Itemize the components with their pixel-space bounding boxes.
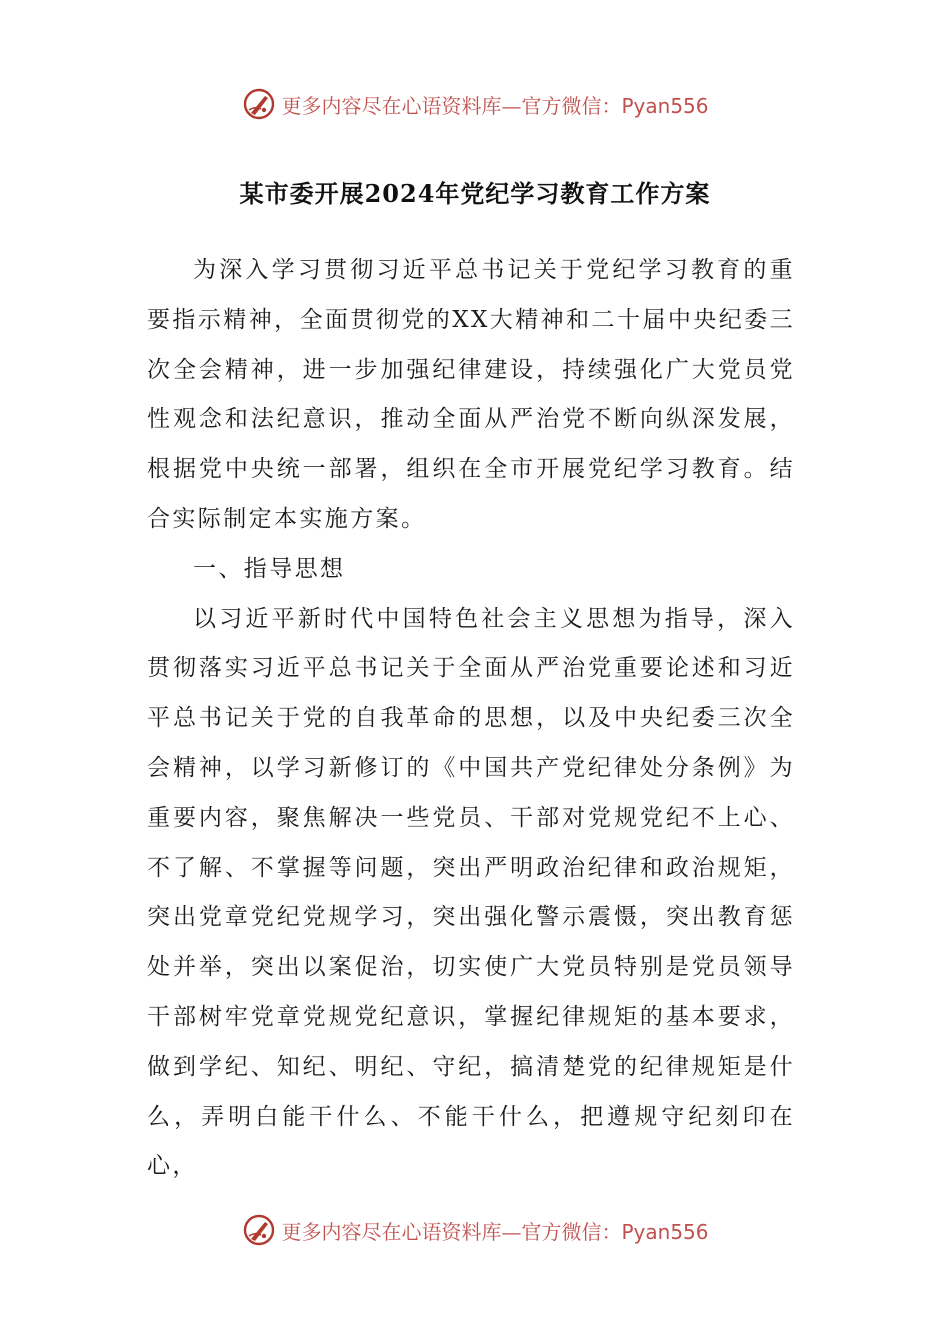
banner-label: 更多内容尽在心语资料库—官方微信：	[281, 93, 622, 118]
banner-text	[281, 1216, 708, 1245]
section-heading-guiding-ideology: 一、指导思想	[193, 555, 346, 582]
header-banner	[0, 82, 950, 126]
banner-label: 更多内容尽在心语资料库—官方微信：	[281, 1219, 622, 1244]
banner-wechat-id: Pyan556	[621, 1219, 709, 1244]
paragraph-guiding-ideology: 以习近平新时代中国特色社会主义思想为指导，深入贯彻落实习近平总书记关于全面从严治党重要论述和习近平总书记关于党的自我革命的思想，以及中央纪委三次全会精神，以学习新修订的《中国共产党纪律处分条例》为重要内容，聚焦解决一些党员、干部对党规党纪不上心、不了解、不掌握等问题，突出严明政治纪律和政治规矩，突出党章党纪党规学习，突出强化警示震慑，突出教育惩处并举，突出以案促治，切实使广大党员特别是党员领导干部树牢党章党规党纪意识，掌握纪律规矩的基本要求，做到学纪、知纪、明纪、守纪，搞清楚党的纪律规矩是什么，弄明白能干什么、不能干什么，把遵规守纪刻印在心，	[147, 605, 795, 1180]
banner-text	[281, 90, 708, 119]
footer-banner	[0, 1208, 950, 1252]
banner-wechat-id: Pyan556	[621, 93, 709, 118]
document-title: 某市委开展2024年党纪学习教育工作方案	[239, 179, 711, 208]
document-body	[147, 246, 795, 1192]
pen-circle-logo-icon	[241, 86, 277, 122]
pen-circle-logo-icon	[241, 1212, 277, 1248]
paragraph-intro: 为深入学习贯彻习近平总书记关于党纪学习教育的重要指示精神，全面贯彻党的XX大精神和二十届中央纪委三次全会精神，进一步加强纪律建设，持续强化广大党员党性观念和法纪意识，推动全面从严治党不断向纵深发展，根据党中央统一部署，组织在全市开展党纪学习教育。结合实际制定本实施方案。	[147, 257, 795, 532]
